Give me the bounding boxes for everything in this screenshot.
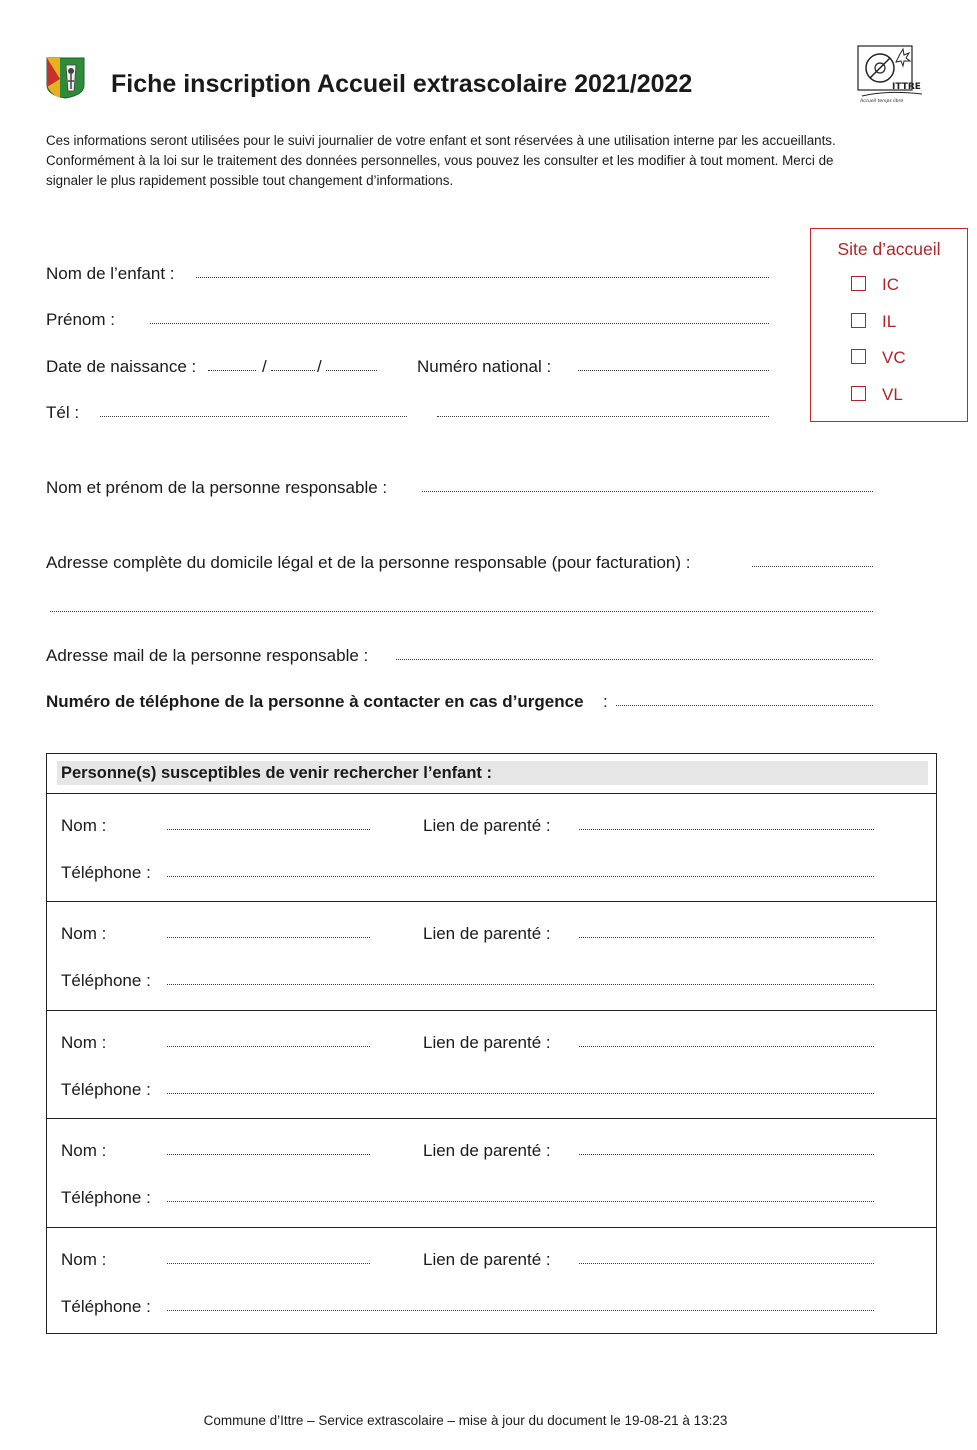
page-footer: Commune d’Ittre – Service extrascolaire – mise à jour du document le 19-08-21 à 13:23	[203, 1413, 728, 1428]
tel-field-2[interactable]	[437, 416, 769, 417]
table-row	[47, 794, 936, 901]
urgence-label: Numéro de téléphone de la personne à contacter en cas d’urgence	[46, 692, 584, 711]
telephone-label: Téléphone :	[61, 971, 151, 990]
site-option-checkbox[interactable]	[851, 276, 866, 291]
telephone-field[interactable]	[167, 876, 874, 877]
nom-field[interactable]	[167, 937, 370, 938]
telephone-field[interactable]	[167, 1310, 874, 1311]
telephone-field[interactable]	[167, 984, 874, 985]
numero-national-label: Numéro national :	[417, 357, 552, 376]
site-option-il[interactable]: IL	[851, 312, 896, 332]
telephone-label: Téléphone :	[61, 1080, 151, 1099]
site-option-checkbox[interactable]	[851, 349, 866, 364]
lien-parente-field[interactable]	[579, 937, 874, 938]
page-title: Fiche inscription Accueil extrascolaire 2021/2022	[111, 70, 693, 98]
nom-label: Nom :	[61, 1141, 107, 1160]
lien-parente-label: Lien de parenté :	[423, 1141, 551, 1160]
nom-enfant-field[interactable]	[196, 277, 769, 278]
responsable-field[interactable]	[422, 491, 873, 492]
nom-enfant-label: Nom de l’enfant :	[46, 264, 175, 283]
site-accueil-title: Site d’accueil	[837, 239, 941, 259]
site-option-checkbox[interactable]	[851, 386, 866, 401]
telephone-label: Téléphone :	[61, 1297, 151, 1316]
urgence-field[interactable]	[616, 705, 873, 706]
tel-label: Tél :	[46, 403, 80, 422]
intro-paragraph: Ces informations seront utilisées pour le suivi journalier de votre enfant et sont réservées à une utilisation interne par les accueillants. Conformément à la loi sur le traitement des données personnelles, vous pouvez les consulter et les modifier à tout moment. Merci de signaler le plus rapidement possible tout changement d’informations.	[46, 133, 836, 188]
prenom-label: Prénom :	[46, 310, 115, 329]
table-header: Personne(s) susceptibles de venir rechercher l’enfant :	[61, 764, 492, 782]
commune-coat-of-arms-icon	[46, 57, 85, 99]
nom-label: Nom :	[61, 1250, 107, 1269]
adresse-field-1[interactable]	[752, 566, 873, 567]
table-row	[47, 902, 936, 1009]
date-year-field[interactable]	[326, 370, 377, 371]
nom-label: Nom :	[61, 816, 107, 835]
date-separator: /	[262, 357, 267, 376]
urgence-colon: :	[603, 692, 608, 711]
prenom-field[interactable]	[150, 323, 769, 324]
logo-tagline: Accueil temps libre	[860, 99, 904, 104]
adresse-label: Adresse complète du domicile légal et de la personne responsable (pour facturation) :	[46, 553, 691, 572]
ittre-logo-icon	[856, 44, 928, 104]
lien-parente-field[interactable]	[579, 1046, 874, 1047]
lien-parente-label: Lien de parenté :	[423, 1250, 551, 1269]
telephone-label: Téléphone :	[61, 1188, 151, 1207]
telephone-field[interactable]	[167, 1201, 874, 1202]
site-option-ic[interactable]: IC	[851, 275, 899, 295]
lien-parente-label: Lien de parenté :	[423, 924, 551, 943]
date-day-field[interactable]	[208, 370, 256, 371]
table-row	[47, 1011, 936, 1118]
lien-parente-label: Lien de parenté :	[423, 816, 551, 835]
pickup-persons-table	[46, 753, 937, 1334]
date-month-field[interactable]	[271, 370, 315, 371]
nom-field[interactable]	[167, 1046, 370, 1047]
nom-label: Nom :	[61, 1033, 107, 1052]
site-option-checkbox[interactable]	[851, 313, 866, 328]
logo-text: ITTRE	[892, 82, 921, 92]
nom-field[interactable]	[167, 829, 370, 830]
lien-parente-field[interactable]	[579, 1263, 874, 1264]
nom-field[interactable]	[167, 1263, 370, 1264]
tel-field-1[interactable]	[100, 416, 407, 417]
date-separator: /	[317, 357, 322, 376]
lien-parente-field[interactable]	[579, 829, 874, 830]
lien-parente-label: Lien de parenté :	[423, 1033, 551, 1052]
table-row	[47, 1119, 936, 1226]
telephone-field[interactable]	[167, 1093, 874, 1094]
site-option-vc[interactable]: VC	[851, 348, 906, 368]
lien-parente-field[interactable]	[579, 1154, 874, 1155]
mail-label: Adresse mail de la personne responsable :	[46, 646, 369, 665]
telephone-label: Téléphone :	[61, 863, 151, 882]
site-accueil-box	[810, 228, 968, 422]
adresse-field-2[interactable]	[50, 611, 873, 612]
numero-national-field[interactable]	[578, 370, 769, 371]
nom-field[interactable]	[167, 1154, 370, 1155]
nom-label: Nom :	[61, 924, 107, 943]
site-option-vl[interactable]: VL	[851, 385, 903, 405]
responsable-label: Nom et prénom de la personne responsable :	[46, 478, 388, 497]
table-row	[47, 1228, 936, 1333]
mail-field[interactable]	[396, 659, 873, 660]
date-naissance-label: Date de naissance :	[46, 357, 197, 376]
